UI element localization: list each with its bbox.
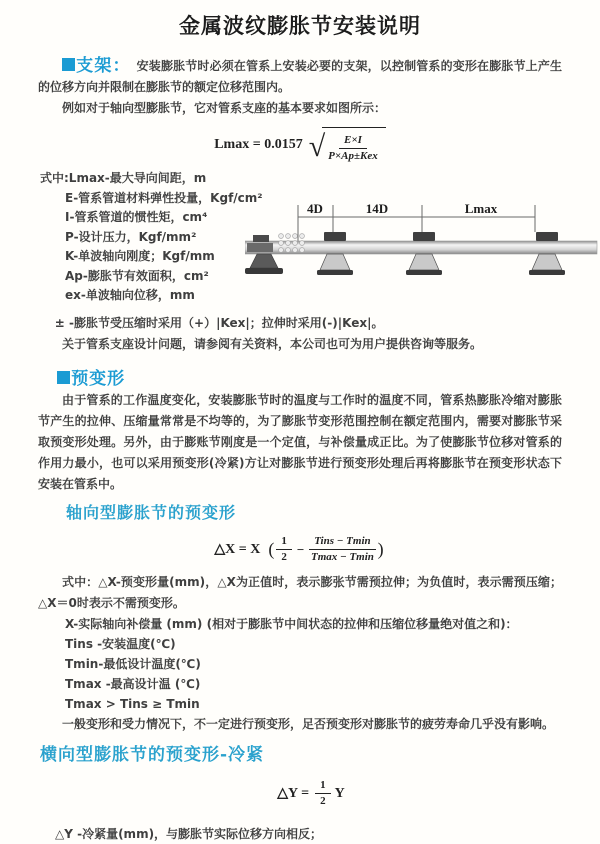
support-intro-paragraph xyxy=(38,56,562,98)
lateral-half-denominator: 2 xyxy=(320,795,326,807)
lmax-fraction xyxy=(328,134,378,163)
half-numerator: 1 xyxy=(276,535,292,550)
y-definition: △Y -冷紧量(mm)，与膨胀节实际位移方向相反； xyxy=(55,827,323,841)
axial-note: 一般变形和受力情况下，不一定进行预变形，足否预变形对膨胀节的疲劳寿命几乎没有影响。 xyxy=(62,717,555,731)
definition-line: 式中:Lmax-最大导向间距，m xyxy=(40,171,207,185)
support-intro-text: 安装膨胀节时必须在管系上安装必要的支架，以控制管系的变形在膨胀节上产生的位移方向并限制在膨胀节的额定位移范围内。 xyxy=(38,59,562,94)
lmax-numerator: E×I xyxy=(339,134,367,149)
lmax-denominator: P×Ap±Kex xyxy=(328,150,378,162)
plus-minus-note: ± -膨胀节受压缩时采用（+）|Kex|；拉伸时采用(-)|Kex|。 xyxy=(54,316,384,330)
definition-line: Ap-膨胀节有效面积，cm² xyxy=(65,268,209,283)
radical-content xyxy=(322,127,386,163)
predeform-heading-line xyxy=(38,369,562,390)
dim-label-14d: 14D xyxy=(365,201,389,216)
support-example-line: 例如对于轴向型膨胀节，它对管系支座的基本要求如图所示： xyxy=(62,101,387,115)
content-area xyxy=(38,56,562,844)
x-definition: X-实际轴向补偿量 (mm) (相对于膨胀节中间状态的拉伸和压缩位移量绝对值之和)： xyxy=(65,617,518,631)
left-paren: ( xyxy=(268,539,275,559)
axial-subheading: 轴向型膨胀节的预变形 xyxy=(66,503,237,522)
dim-label-lmax: Lmax xyxy=(464,201,498,216)
t-definition: Tmax > Tins ≥ Tmin xyxy=(65,697,200,711)
definition-line: I-管系管道的惯性矩，cm⁴ xyxy=(65,210,208,224)
temp-denominator: Tmax − Tmin xyxy=(311,551,374,563)
predeform-section-heading: 预变形 xyxy=(71,369,126,389)
pipe xyxy=(245,241,597,254)
lateral-subheading: 横向型膨胀节的预变形-冷紧 xyxy=(40,745,265,765)
t-definition: Tmax -最高设计温 (℃) xyxy=(65,677,201,691)
axial-formula-lhs: △X = X xyxy=(214,542,261,557)
dim-label-4d: 4D xyxy=(307,201,323,216)
lmax-formula xyxy=(38,127,562,163)
definition-line: E-管系管道材料弹性投量，Kgf/cm² xyxy=(65,190,263,205)
lateral-formula xyxy=(66,779,562,808)
axial-formula xyxy=(38,535,562,564)
lateral-formula-lhs: △Y = xyxy=(277,786,310,801)
radical-sign: √ xyxy=(308,130,326,163)
right-paren: ) xyxy=(377,539,384,559)
lateral-half-fraction xyxy=(315,779,331,808)
lateral-half-numerator: 1 xyxy=(315,779,331,794)
predeform-paragraph: 由于管系的工作温度变化，安装膨胀节时的温度与工作时的温度不同，管系热膨胀冷缩对膨胀节产生的拉伸、压缩量常常是不均等的，为了膨胀节变形范围控制在额定范围内，需要对膨胀节采取预变形处理。另外，由于膨账节刚度是一个定值，与补偿量成正比。为了使膨胀节位移对管系的作用力最小，也可以采用预变形(冷紧)方让对膨胀节进行预变形处理后再将膨胀节在预变形状态下安装在管系中。 xyxy=(38,393,562,491)
consult-note: 关于管系支座设计问题，请参阅有关资料，本公司也可为用户提供咨询等服务。 xyxy=(62,337,483,351)
pipe-support-diagram xyxy=(245,199,600,299)
definition-line: K-单波轴向刚度；Kgf/mm xyxy=(65,249,215,263)
definitions-and-diagram xyxy=(38,169,562,311)
half-denominator: 2 xyxy=(281,551,287,563)
t-definition: Tmin-最低设计温度(℃) xyxy=(65,657,201,671)
minus-operator: − xyxy=(296,541,305,557)
temp-numerator: Tins − Tmin xyxy=(309,535,375,550)
section-square-icon xyxy=(62,58,75,71)
support-section-heading: 支架： xyxy=(76,56,131,76)
lmax-formula-lhs: Lmax = 0.0157 xyxy=(214,137,303,152)
section-square-icon xyxy=(57,371,70,384)
definition-line: P-设计压力，Kgf/mm² xyxy=(65,229,197,244)
definition-line: ex-单波轴向位移，mm xyxy=(65,288,195,302)
t-definition: Tins -安装温度(℃) xyxy=(65,637,176,651)
half-fraction xyxy=(276,535,292,564)
page-title: 金属波纹膨胀节安装说明 xyxy=(179,14,421,38)
lateral-formula-rhs: Y xyxy=(334,785,345,801)
axial-explain: 式中：△X-预变形量(mm)，△X为正值时，表示膨张节需预拉伸；为负值时，表示需预压缩；△X＝0时表示不需预变形。 xyxy=(38,575,562,610)
temperature-fraction xyxy=(309,535,375,564)
